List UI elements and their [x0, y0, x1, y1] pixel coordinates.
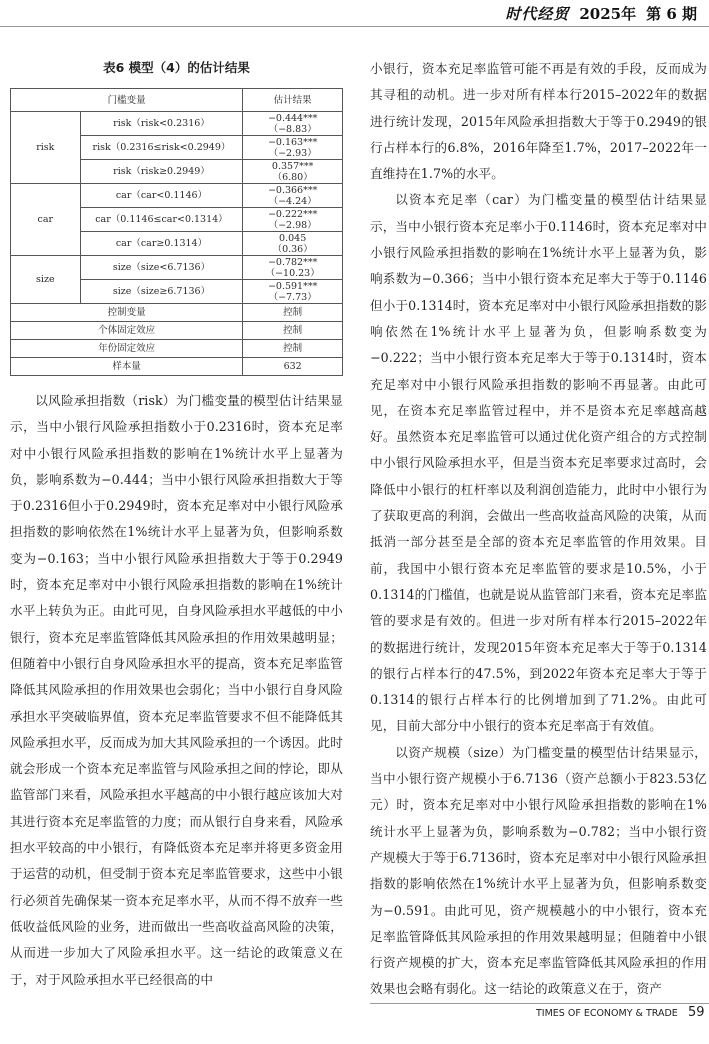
- row-label: risk（risk≥0.2949）: [80, 160, 243, 184]
- header-threshold-variable: 门槛变量: [11, 89, 243, 112]
- body-paragraph-size: 以资产规模（size）为门槛变量的模型估计结果显示，当中小银行资产规模小于6.7136（资产总额小于823.53亿元）时，资本充足率对中小银行风险承担指数的影响在1%统计水平上显著为负，影响系数为−0.782；当中小银行资产规模大于等于6.7136时，资本充足率对中小银行风险承担指数的影响依然在1%统计水平上显著为负，但影响系数变为−0.591。由此可见，资产规模越小的中小银行，资本充足率监管降低其风险承担的作用效果越明显；但随着中小银行资产规模的扩大，资本充足率监管降低其风险承担的作用效果也会略有弱化。这一结论的政策意义在于，资产: [370, 744, 707, 997]
- coef-value: −0.366***: [267, 184, 318, 196]
- row-label: risk（0.2316≤risk<0.2949）: [80, 136, 243, 160]
- page-number: 59: [688, 1005, 705, 1020]
- row-estimate: [243, 208, 343, 232]
- group-label-risk: risk: [11, 112, 81, 184]
- body-paragraph-car: 以资本充足率（car）为门槛变量的模型估计结果显示，当中小银行资本充足率小于0.1146时，资本充足率对中小银行风险承担指数的影响在1%统计水平上显著为负，影响系数为−0.366；当中小银行资本充足率大于等于0.1146但小于0.1314时，资本充足率对中小银行风险承担指数的影响依然在1%统计水平上显著为负，但影响系数变为−0.222；当中小银行资本充足率大于等于0.1314时，资本充足率对中小银行风险承担指数的影响不再显著。由此可见，在资本充足率监管过程中，并不是资本充足率越高越好。虽然资本充足率监管可以通过优化资产组合的方式控制中小银行风险承担水平，但是当资本充足率要求过高时，会降低中小银行的杠杆率以及利润创造能力，此时中小银行为了获取更高的利润，会做出一些高收益高风险的决策，从而抵消一部分甚至是全部的资本充足率监管的作用效果。目前，我国中小银行资本充足率监管的要求是10.5%，小于0.1314的门槛值，也就是说从监管部门来看，资本充足率监管的要求是有效的。但进一步对所有样本行2015–2022年的数据进行统计，发现2015年资本充足率大于等于0.1314的银行占样本行的47.5%，到2022年资本充足率大于等于0.1314的银行占样本行的比例增加到了71.2%。由此可见，目前大部分中小银行的资本充足率高于有效值。: [370, 192, 707, 734]
- table-row: [11, 358, 343, 376]
- header-estimate: 估计结果: [243, 89, 343, 112]
- row-estimate: [243, 112, 343, 136]
- t-value: （0.36）: [272, 243, 313, 255]
- t-value: （−10.23）: [265, 267, 320, 279]
- coef-value: −0.782***: [267, 256, 318, 268]
- row-label: car（car<0.1146）: [80, 184, 243, 208]
- coef-value: −0.222***: [267, 208, 318, 220]
- coef-value: 0.357***: [271, 160, 314, 172]
- footer-row-label: 个体固定效应: [11, 322, 243, 340]
- row-estimate: [243, 184, 343, 208]
- row-estimate: [243, 256, 343, 280]
- t-value: （−8.83）: [268, 123, 317, 135]
- t-value: （6.80）: [272, 171, 313, 183]
- page-header: [0, 0, 709, 28]
- group-label-car: car: [11, 184, 81, 256]
- group-label-size: size: [11, 256, 81, 304]
- t-value: （−2.93）: [268, 147, 317, 159]
- row-estimate: [243, 136, 343, 160]
- table-caption: 表6 模型（4）的估计结果: [103, 60, 250, 75]
- row-label: car（car≥0.1314）: [80, 232, 243, 256]
- t-value: （−4.24）: [268, 195, 317, 207]
- table-row: [11, 256, 343, 280]
- header-divider: [0, 26, 709, 27]
- footer-divider: [370, 1003, 709, 1004]
- footer-row-value: 控制: [243, 340, 343, 358]
- footer-row-value: 控制: [243, 304, 343, 322]
- footer-row-label: 控制变量: [11, 304, 243, 322]
- table-row: [11, 184, 343, 208]
- table-row: [11, 304, 343, 322]
- t-value: （−2.98）: [268, 219, 317, 231]
- table-row: [11, 322, 343, 340]
- coef-value: −0.163***: [267, 136, 318, 148]
- header-title: [505, 3, 697, 24]
- body-paragraph-risk: 以风险承担指数（risk）为门槛变量的模型估计结果显示，当中小银行风险承担指数小于0.2316时，资本充足率对中小银行风险承担指数的影响在1%统计水平上显著为负，影响系数为−0.444；当中小银行风险承担指数大于等于0.2316但小于0.2949时，资本充足率对中小银行风险承担指数的影响依然在1%统计水平上显著为负，但影响系数变为−0.163；当中小银行风险承担指数大于等于0.2949时，资本充足率对中小银行风险承担指数的影响在1%统计水平上转负为正。由此可见，自身风险承担水平越低的中小银行，资本充足率监管降低其风险承担的作用效果越明显；但随着中小银行自身风险承担水平的提高，资本充足率监管降低其风险承担的作用效果也会弱化；当中小银行自身风险承担水平突破临界值，资本充足率监管要求不但不能降低其风险承担水平，反而成为加大其风险承担的一个诱因。此时就会形成一个资本充足率监管与风险承担之间的悖论，即从监管部门来看，风险承担水平越高的中小银行越应该加大对其进行资本充足率监管的力度；而从银行自身来看，风险承担水平较高的中小银行，有降低资本充足率并将更多资金用于运营的动机，但受制于资本充足率监管要求，这些中小银行必须首先确保某一资本充足率水平，从而不得不放弃一些低收益低风险的业务，进而做出一些高收益高风险的决策，从而进一步加大了风险承担水平。这一结论的政策意义在于，对于风险承担水平已经很高的中: [10, 393, 343, 987]
- table-row: [11, 340, 343, 358]
- right-column: [370, 56, 707, 1003]
- journal-name: 时代经贸: [505, 5, 570, 23]
- footer-journal-name: TIMES OF ECONOMY & TRADE: [536, 1008, 678, 1019]
- body-paragraph-continued: 小银行，资本充足率监管可能不再是有效的手段，反而成为其寻租的动机。进一步对所有样本行2015–2022年的数据进行统计发现，2015年风险承担指数大于等于0.2949的银行占样本行的6.8%，2016年降至1.7%，2017–2022年一直维持在1.7%的水平。: [370, 61, 707, 182]
- results-table: [10, 88, 343, 376]
- coef-value: 0.045: [279, 232, 307, 244]
- left-column: [10, 56, 343, 993]
- footer-row-value: 632: [243, 358, 343, 376]
- table-header-row: [11, 89, 343, 112]
- footer-row-label: 年份固定效应: [11, 340, 243, 358]
- footer-row-label: 样本量: [11, 358, 243, 376]
- header-year: 2025年: [579, 5, 637, 23]
- footer-row-value: 控制: [243, 322, 343, 340]
- t-value: （−7.73）: [268, 291, 317, 303]
- header-issue: 第 6 期: [646, 5, 697, 23]
- row-label: risk（risk<0.2316）: [80, 112, 243, 136]
- row-label: car（0.1146≤car<0.1314）: [80, 208, 243, 232]
- row-estimate: [243, 160, 343, 184]
- coef-value: −0.444***: [267, 112, 318, 124]
- row-estimate: [243, 280, 343, 304]
- row-label: size（size≥6.7136）: [80, 280, 243, 304]
- coef-value: −0.591***: [267, 280, 318, 292]
- row-estimate: [243, 232, 343, 256]
- row-label: size（size<6.7136）: [80, 256, 243, 280]
- table-row: [11, 112, 343, 136]
